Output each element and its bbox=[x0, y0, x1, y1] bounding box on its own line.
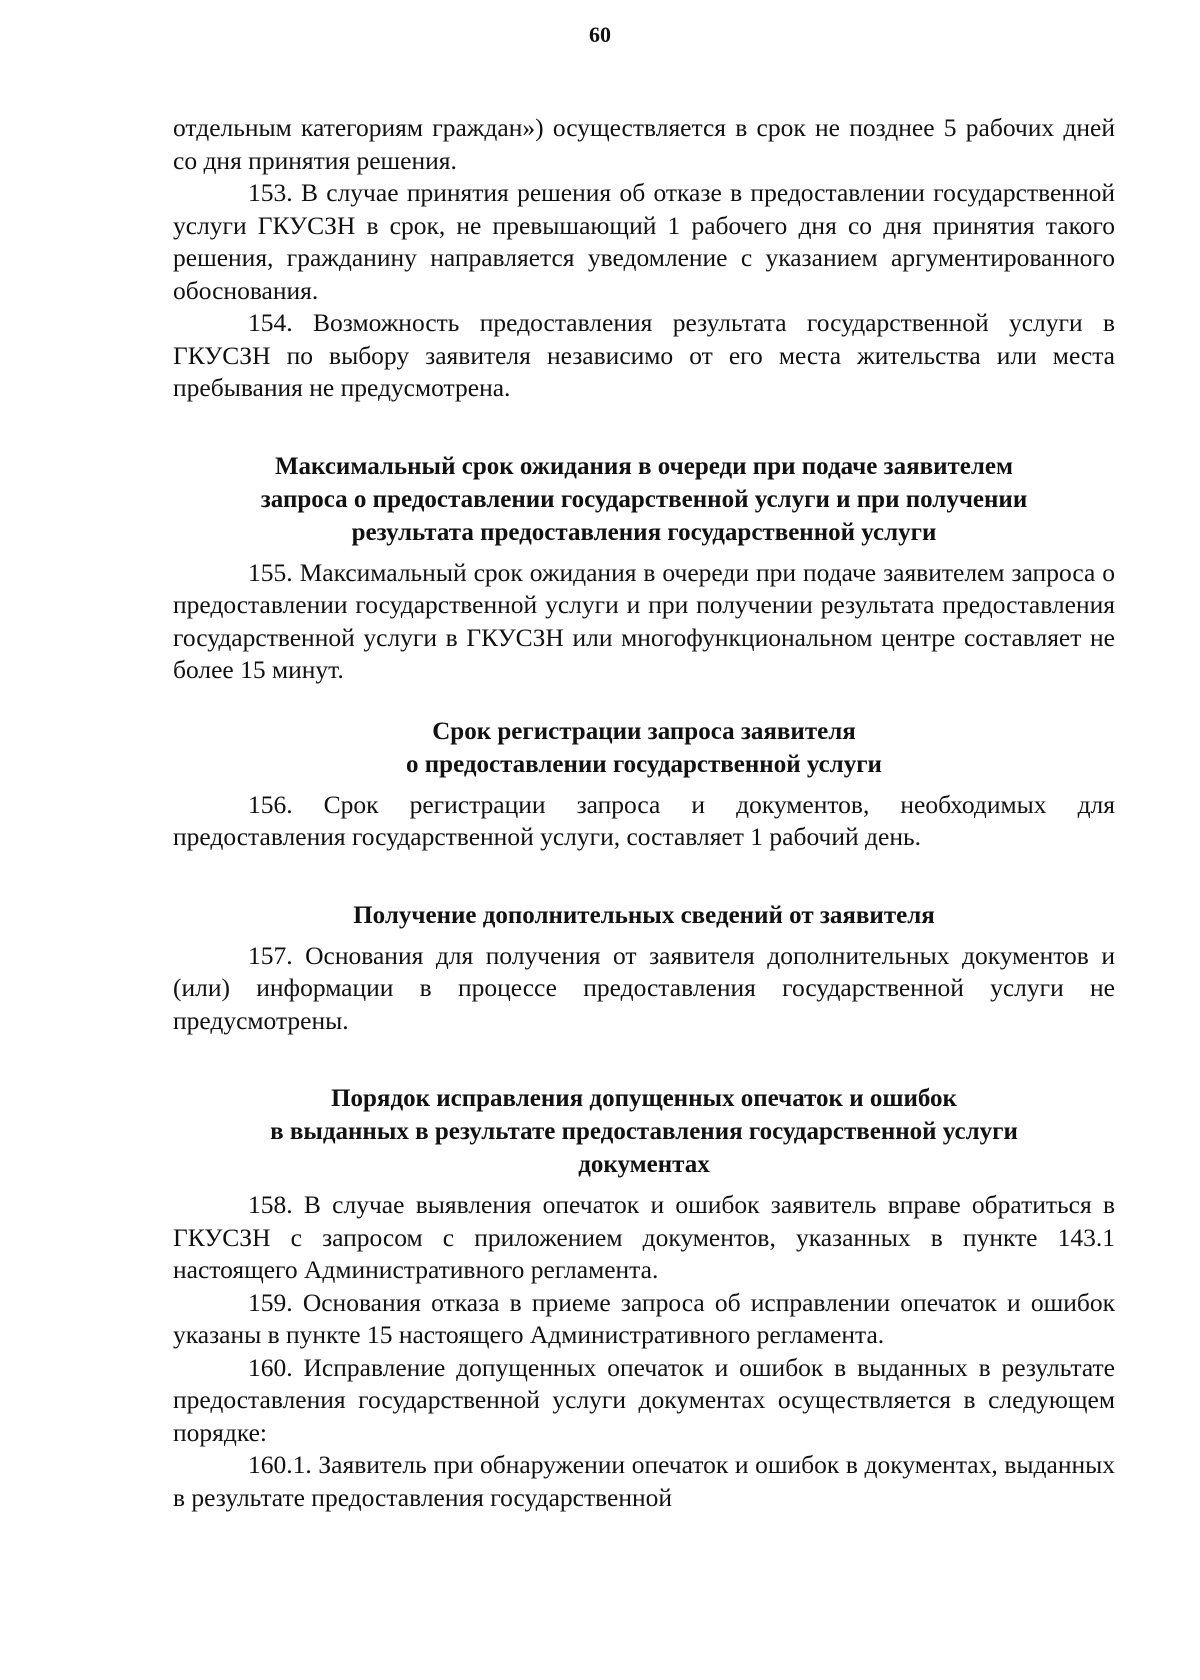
heading-error-correction bbox=[173, 1082, 1115, 1181]
paragraph-158: 158. В случае выявления опечаток и ошибок заявитель вправе обратиться в ГКУСЗН с запросом с приложением документов, указанных в пункте 143.1 настоящего Административного регламента. bbox=[173, 1190, 1115, 1284]
paragraph-157: 157. Основания для получения от заявителя дополнительных документов и (или) информации в процессе предоставления государственной услуги не предусмотрены. bbox=[173, 940, 1115, 1035]
paragraph-153: 153. В случае принятия решения об отказе в предоставлении государственной услуги ГКУСЗН в срок, не превышающий 1 рабочего дня со дня принятия такого решения, гражданину направляется уведомление с указанием аргументированного обоснования. bbox=[173, 178, 1115, 305]
heading-line: в выданных в результате предоставления государственной услуги bbox=[270, 1118, 1018, 1145]
heading-registration-term bbox=[173, 715, 1115, 781]
heading-line: Порядок исправления допущенных опечаток и ошибок bbox=[331, 1085, 957, 1112]
heading-line: документах bbox=[578, 1151, 710, 1178]
heading-queue-wait-time bbox=[173, 450, 1115, 549]
heading-line: Срок регистрации запроса заявителя bbox=[432, 717, 856, 745]
document-body bbox=[173, 112, 1115, 1514]
paragraph-156: 156. Срок регистрации запроса и документов, необходимых для предоставления государственной услуги, составляет 1 рабочий день. bbox=[173, 789, 1115, 851]
page-number: 60 bbox=[589, 22, 611, 47]
paragraph-160: 160. Исправление допущенных опечаток и ошибок в выданных в результате предоставления государственной услуги документах осуществляется в следующем порядке: bbox=[173, 1352, 1115, 1447]
heading-line: результата предоставления государственной услуги bbox=[351, 518, 937, 546]
paragraph-152-continuation: отдельным категориям граждан») осуществляется в срок не позднее 5 рабочих дней со дня принятия решения. bbox=[173, 113, 1115, 175]
paragraph-160-1: 160.1. Заявитель при обнаружении опечаток и ошибок в документах, выданных в результате предоставления государственной bbox=[173, 1450, 1115, 1512]
heading-additional-info bbox=[173, 899, 1115, 932]
heading-line: запроса о предоставлении государственной услуги и при получении bbox=[260, 485, 1028, 513]
paragraph-154: 154. Возможность предоставления результата государственной услуги в ГКУСЗН по выбору заявителя независимо от его места жительства или места пребывания не предусмотрена. bbox=[173, 308, 1115, 402]
paragraph-159: 159. Основания отказа в приеме запроса об исправлении опечаток и ошибок указаны в пункте 15 настоящего Административного регламента. bbox=[173, 1287, 1115, 1349]
heading-line: Максимальный срок ожидания в очереди при подаче заявителем bbox=[274, 452, 1014, 480]
paragraph-155: 155. Максимальный срок ожидания в очереди при подаче заявителем запроса о предоставлении государственной услуги и при получении результата предоставления государственной услуги в ГКУСЗН или многофункциональном центре составляет не более 15 минут. bbox=[173, 557, 1115, 684]
heading-line: Получение дополнительных сведений от заявителя bbox=[353, 901, 935, 929]
heading-line: о предоставлении государственной услуги bbox=[406, 750, 882, 778]
